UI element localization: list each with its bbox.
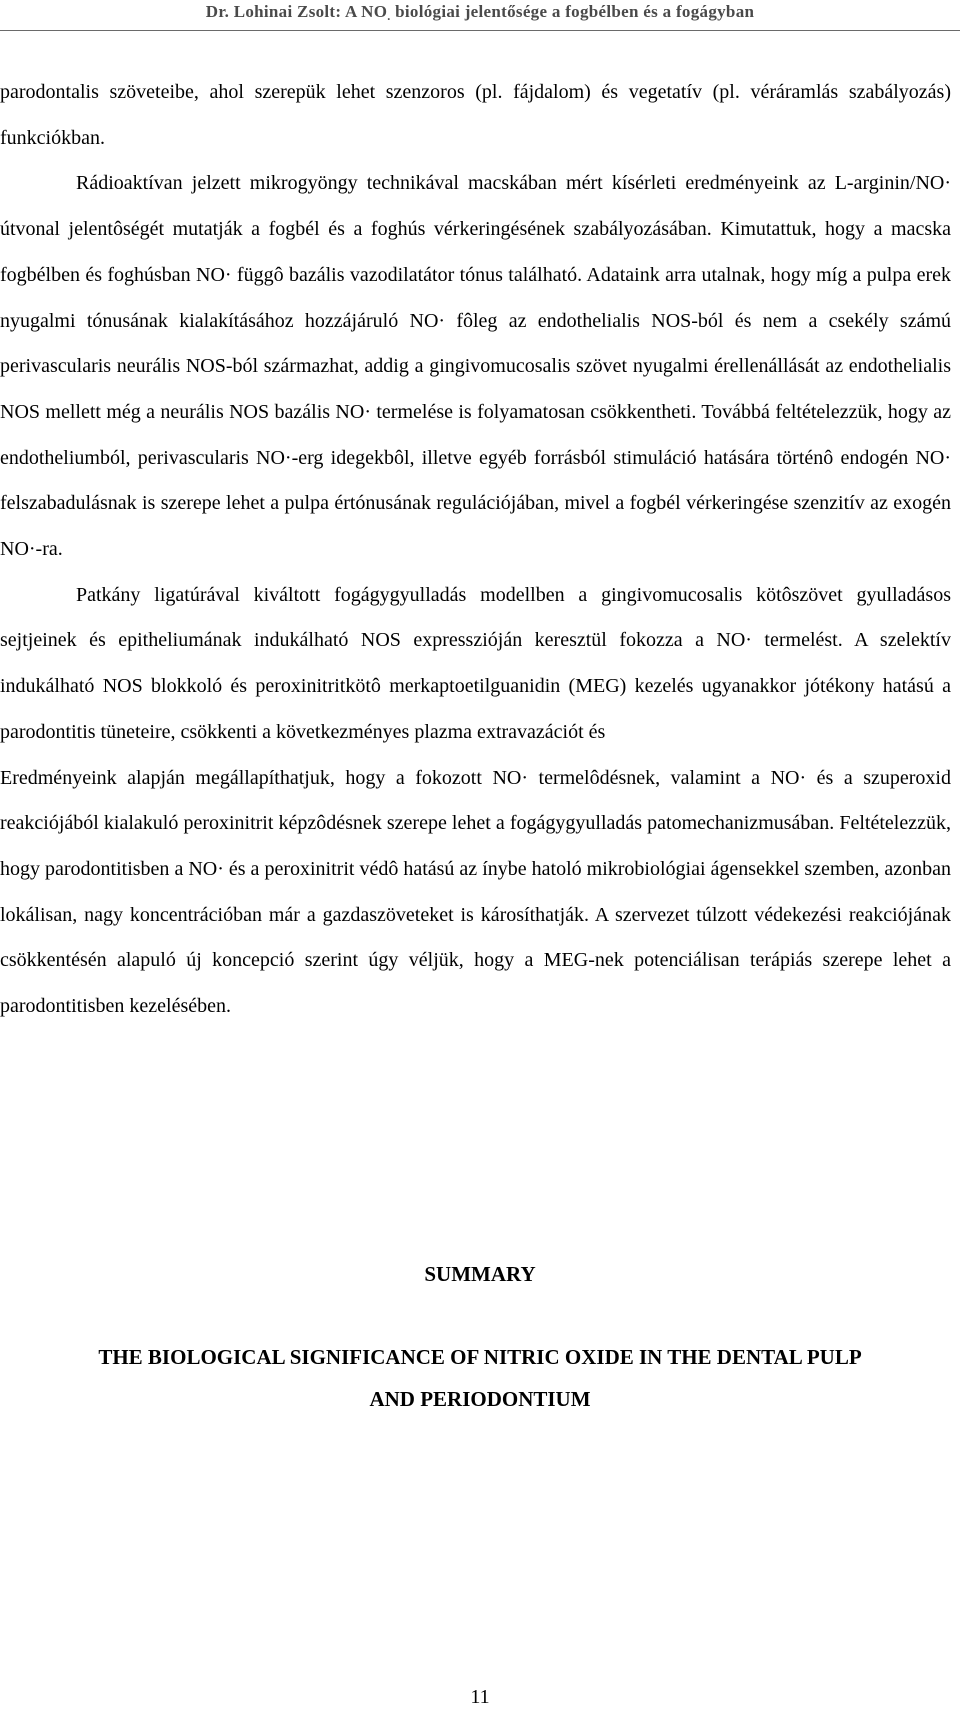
page-number: 11: [470, 1686, 490, 1708]
paragraph-2: Rádioaktívan jelzett mikrogyöngy technikával macskában mért kísérleti eredményeink az L-arginin/NO· útvonal jelentôségét mutatják a fogbél és a foghús vérkeringésének szabályozásában. Kimutattuk, hogy a macska fogbélben és foghúsban NO· függô bazális vazodilatátor tónus található. Adataink arra utalnak, hogy míg a pulpa erek nyugalmi tónusának kialakításához hozzájáruló NO· fôleg az endothelialis NOS-ból és nem a csekély számú perivascularis neurális NOS-ból származhat, addig a gingivomucosalis szövet nyugalmi érellenállását az endothelialis NOS mellett még a neurális NOS bazális NO· termelése is folyamatosan csökkentheti. Továbbá feltételezzük, hogy az endotheliumból, perivascularis NO·-erg idegekbôl, illetve egyéb forrásból stimuláció hatására történô endogén NO· felszabadulásnak is szerepe lehet a pulpa értónusának regulációjában, mivel a fogbél vérkeringése szenzitív az exogén NO·-ra.: [0, 172, 951, 561]
paragraph-1: parodontalis szöveteibe, ahol szerepük lehet szenzoros (pl. fájdalom) és vegetatív (pl. véráramlás szabályozás) funkciókban.: [0, 81, 951, 149]
paragraph-4: Eredményeink alapján megállapíthatjuk, hogy a fokozott NO· termelôdésnek, valamint a NO· és a szuperoxid reakciójából kialakuló peroxinitrit képzôdésnek szerepe lehet a fogágygyulladás patomechanizmusában. Feltételezzük, hogy parodontitisben a NO· és a peroxinitrit védô hatású az ínybe hatoló mikrobiológiai ágensekkel szemben, azonban lokálisan, nagy koncentrációban már a gazdaszöveteket is károsíthatják. A szervezet túlzott védekezési reakciójának csökkentésén alapuló új koncepció szerint úgy véljük, hogy a MEG-nek potenciálisan terápiás szerepe lehet a parodontitisben kezelésében.: [0, 766, 951, 1018]
header-text-a: Dr. Lohinai Zsolt: A NO: [205, 2, 388, 21]
paragraph-3: Patkány ligatúrával kiváltott fogágygyulladás modellben a gingivomucosalis kötôszövet gyulladásos sejtjeinek és epitheliumának indukálható NOS expresszióján keresztül fokozza a NO· termelést. A szelektív indukálható NOS blokkoló és peroxinitritkötô merkaptoetilguanidin (MEG) kezelés ugyanakkor jótékony hatású a parodontitis tüneteire, csökkenti a következményes plazma extravazációt és: [0, 583, 951, 743]
running-header: [0, 2, 960, 22]
header-dot: .: [387, 9, 391, 23]
english-title-line-2: AND PERIODONTIUM: [369, 1387, 591, 1411]
body-text: [0, 70, 951, 1030]
english-title: [0, 1336, 960, 1420]
english-title-line-1: THE BIOLOGICAL SIGNIFICANCE OF NITRIC OXIDE IN THE DENTAL PULP: [98, 1345, 862, 1369]
summary-heading: SUMMARY: [424, 1262, 536, 1286]
header-text-b: biológiai jelentősége a fogbélben és a fogágyban: [390, 2, 755, 21]
header-rule: [0, 30, 960, 31]
